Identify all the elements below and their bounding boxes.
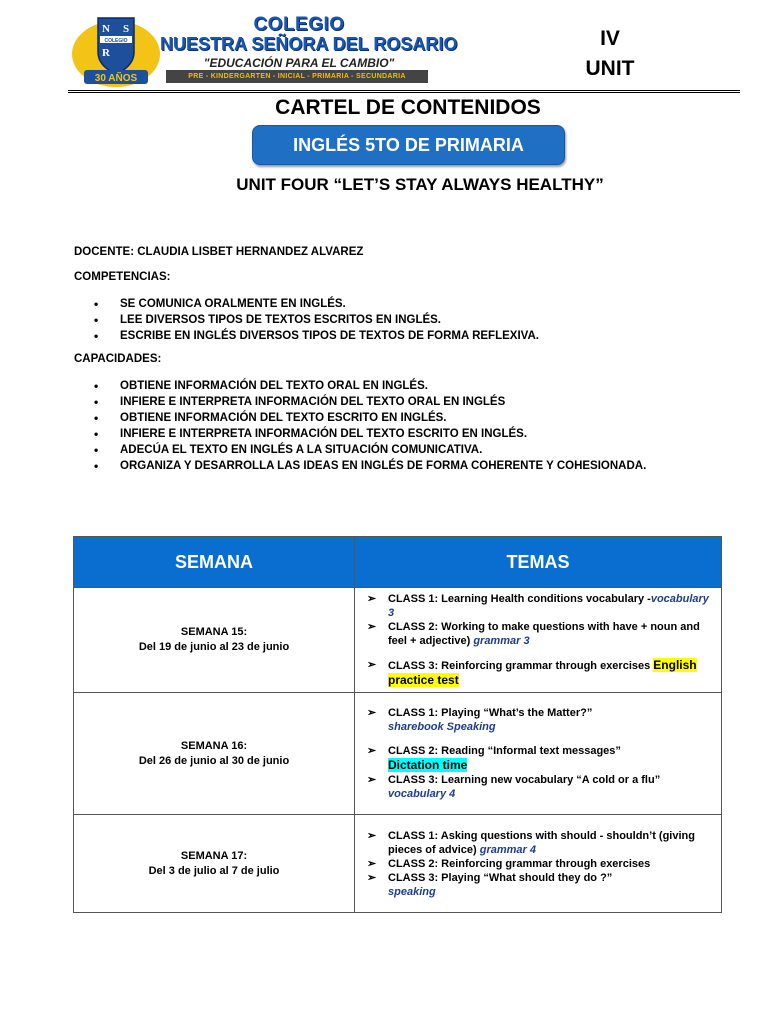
- school-levels: PRE - KINDERGARTEN - INICIAL - PRIMARIA - SECUNDARIA: [166, 70, 428, 83]
- list-item: [363, 871, 715, 899]
- class-text: CLASS 1: Asking questions with should - shouldn’t (giving pieces of advice): [388, 829, 695, 856]
- class-note: vocabulary 3: [388, 593, 709, 619]
- list-item: [363, 773, 715, 801]
- school-line2: NUESTRA SEÑORA DEL ROSARIO: [160, 34, 458, 54]
- list-item: [363, 744, 715, 773]
- subject-banner: INGLÉS 5TO DE PRIMARIA: [252, 125, 565, 165]
- list-item: [363, 829, 715, 857]
- list-item: [363, 592, 715, 620]
- class-text: CLASS 2: Reading “Informal text messages”: [388, 745, 621, 757]
- table-row: [74, 693, 722, 815]
- class-text: CLASS 1: Playing “What’s the Matter?”: [388, 707, 593, 719]
- unit-title: UNIT FOUR “LET’S STAY ALWAYS HEALTHY”: [236, 175, 604, 194]
- school-logo: [70, 14, 162, 88]
- class-note: speaking: [388, 885, 436, 898]
- week-dates: Del 3 de julio al 7 de julio: [148, 864, 280, 877]
- week-cell: [74, 693, 355, 815]
- topics-cell: [355, 815, 722, 913]
- class-note: vocabulary 4: [388, 788, 456, 800]
- list-item: • SE COMUNICA ORALMENTE EN INGLÉS.: [74, 296, 694, 312]
- page-title: CARTEL DE CONTENIDOS: [275, 96, 541, 119]
- header-semana: SEMANA: [74, 537, 355, 588]
- list-item: • OBTIENE INFORMACIÓN DEL TEXTO ORAL EN INGLÉS.: [74, 378, 694, 394]
- unit-word: UNIT: [585, 57, 635, 80]
- week-label: SEMANA 16:: [180, 739, 248, 752]
- list-item: • OBTIENE INFORMACIÓN DEL TEXTO ESCRITO EN INGLÉS.: [74, 410, 694, 426]
- highlight-text: English practice test: [388, 658, 697, 687]
- class-note: grammar 4: [479, 843, 536, 856]
- unit-number: IV: [600, 27, 620, 50]
- list-item: • ORGANIZA Y DESARROLLA LAS IDEAS EN INGLÉS DE FORMA COHERENTE Y COHESIONADA.: [74, 458, 694, 474]
- list-item: • ADECÚA EL TEXTO EN INGLÉS A LA SITUACIÓN COMUNICATIVA.: [74, 442, 694, 458]
- school-line1: COLEGIO: [253, 14, 345, 35]
- school-name-block: [160, 14, 458, 86]
- list-item: • INFIERE E INTERPRETA INFORMACIÓN DEL TEXTO ESCRITO EN INGLÉS.: [74, 426, 694, 442]
- week-dates: Del 19 de junio al 23 de junio: [138, 641, 290, 653]
- school-motto: "EDUCACIÓN PARA EL CAMBIO": [203, 56, 395, 70]
- table-row: [74, 815, 722, 913]
- table-row: [74, 588, 722, 693]
- list-item: • ESCRIBE EN INGLÉS DIVERSOS TIPOS DE TEXTOS DE FORMA REFLEXIVA.: [74, 328, 694, 344]
- list-item: [363, 706, 715, 734]
- class-text: CLASS 3: Learning new vocabulary “A cold or a flu”: [388, 774, 661, 786]
- week-cell: [74, 588, 355, 693]
- class-text: CLASS 2: Working to make questions with have + noun and feel + adjective): [388, 621, 700, 647]
- class-note: grammar 3: [473, 635, 530, 647]
- week-label: SEMANA 17:: [180, 849, 248, 862]
- list-item: [363, 658, 715, 688]
- class-text: CLASS 3: Playing “What should they do ?”: [388, 871, 613, 884]
- unit-label: [575, 24, 645, 84]
- logo-years: 30 AÑOS: [94, 73, 138, 84]
- week-dates: Del 26 de junio al 30 de junio: [138, 754, 290, 767]
- teacher-line: DOCENTE: CLAUDIA LISBET HERNANDEZ ALVAREZ: [74, 246, 364, 258]
- logo-letter-s: S: [122, 23, 130, 35]
- logo-letter-r: R: [102, 47, 110, 59]
- topics-cell: [355, 693, 722, 815]
- list-item: • INFIERE E INTERPRETA INFORMACIÓN DEL TEXTO ORAL EN INGLÉS: [74, 394, 694, 410]
- class-text: CLASS 2: Reinforcing grammar through exercises: [388, 857, 651, 870]
- week-label: SEMANA 15:: [180, 626, 248, 638]
- header-divider: [68, 90, 740, 93]
- list-item: [363, 620, 715, 648]
- logo-letter-n: N: [102, 23, 110, 35]
- class-text: CLASS 3: Reinforcing grammar through exercises: [388, 660, 651, 672]
- capacidades-label: CAPACIDADES:: [74, 353, 162, 365]
- list-item: [363, 857, 715, 871]
- class-text: CLASS 1: Learning Health conditions vocabulary -: [388, 593, 651, 605]
- weekly-plan-table: [73, 536, 722, 913]
- class-note: sharebook Speaking: [388, 721, 496, 733]
- table-header-row: [74, 537, 722, 588]
- capacidades-list: [74, 378, 694, 474]
- highlight-text: Dictation time: [388, 758, 468, 772]
- week-cell: [74, 815, 355, 913]
- logo-word: COLEGIO: [104, 38, 128, 44]
- competencias-label: COMPETENCIAS:: [74, 271, 171, 283]
- list-item: • LEE DIVERSOS TIPOS DE TEXTOS ESCRITOS EN INGLÉS.: [74, 312, 694, 328]
- topics-cell: [355, 588, 722, 693]
- header-temas: TEMAS: [355, 537, 722, 588]
- competencias-list: [74, 296, 694, 344]
